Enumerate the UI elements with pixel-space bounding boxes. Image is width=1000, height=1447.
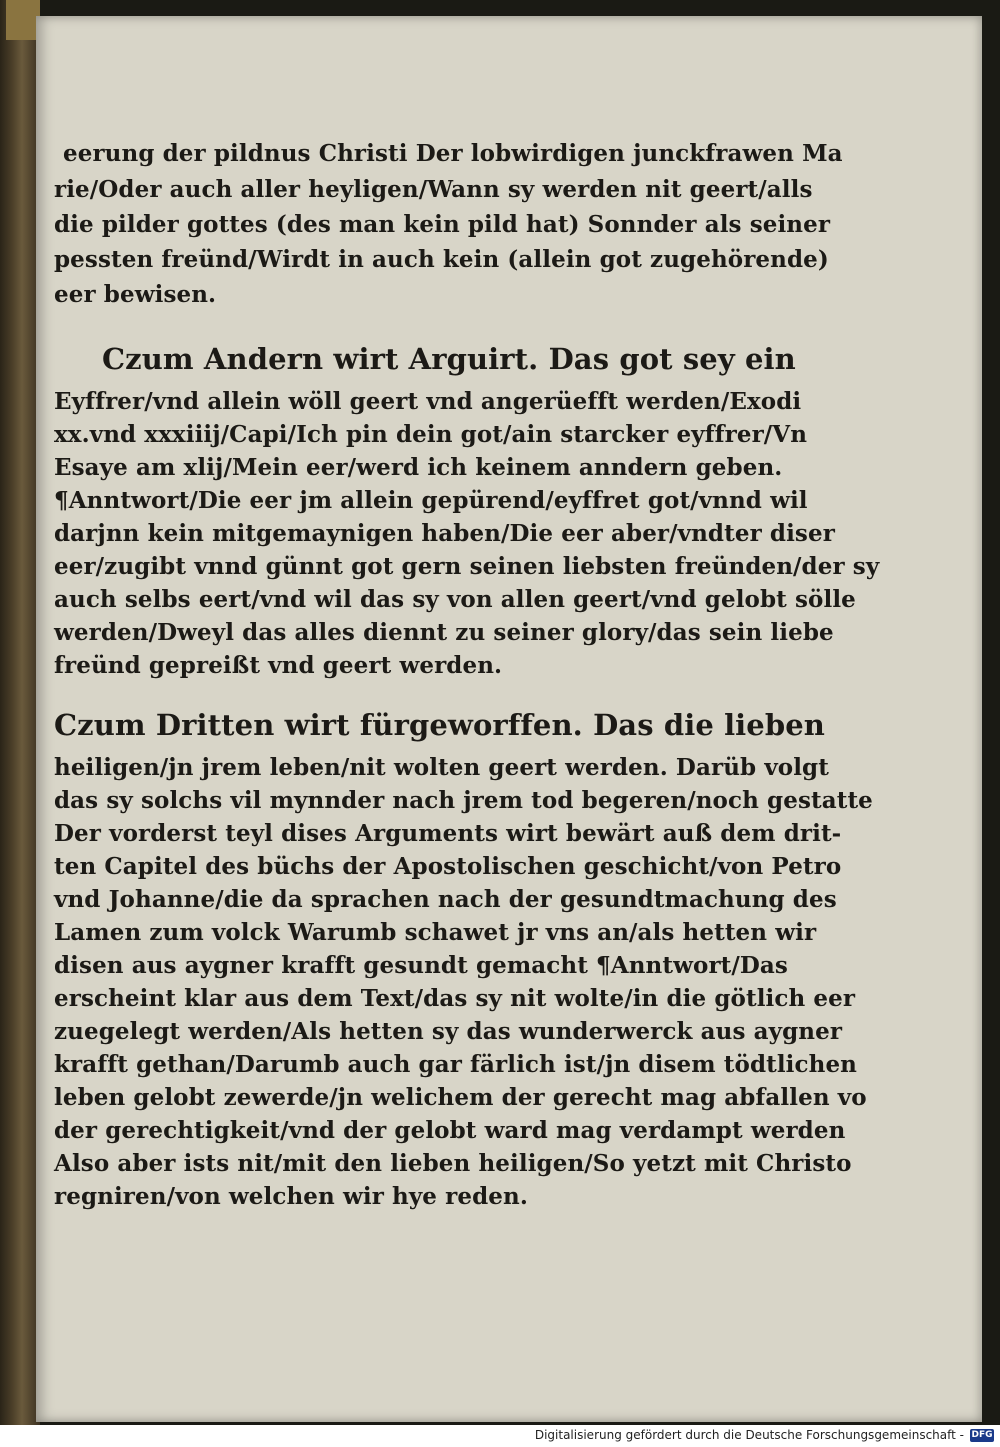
section-heading: Czum Andern wirt Arguirt. Das got sey ein [102, 342, 796, 376]
text-line: erscheint klar aus dem Text/das sy nit wolte/in die götlich eer [54, 985, 856, 1012]
text-line: der gerechtigkeit/vnd der gelobt ward mag verdampt werden [54, 1117, 846, 1144]
text-line: eer bewisen. [54, 281, 217, 308]
book-spine [0, 0, 40, 1425]
text-line: Lamen zum volck Warumb schawet jr vns an/als hetten wir [54, 919, 817, 946]
binding-corner [6, 0, 40, 40]
funding-credit: Digitalisierung gefördert durch die Deutsche Forschungsgemeinschaft - [534, 1428, 964, 1442]
text-line: auch selbs eert/vnd wil das sy von allen geert/vnd gelobt sölle [54, 586, 856, 613]
text-line: darjnn kein mitgemaynigen haben/Die eer aber/vndter diser [54, 520, 835, 547]
text-line: eerung der pildnus Christi Der lobwirdigen junckfrawen Ma [63, 140, 843, 167]
text-line: Esaye am xlij/Mein eer/werd ich keinem anndern geben. [54, 454, 783, 481]
text-line: pessten freünd/Wirdt in auch kein (allein got zugehörende) [54, 246, 829, 273]
text-line: freünd gepreißt vnd geert werden. [54, 652, 503, 679]
text-line: krafft gethan/Darumb auch gar färlich ist/jn disem tödtlichen [54, 1051, 858, 1078]
text-line: das sy solchs vil mynnder nach jrem tod begeren/noch gestatte [54, 787, 873, 814]
text-line: heiligen/jn jrem leben/nit wolten geert werden. Darüb volgt [54, 754, 829, 781]
text-line: Der vorderst teyl dises Arguments wirt bewärt auß dem drit- [54, 820, 842, 847]
digitization-footer [0, 1425, 1000, 1447]
text-line: die pilder gottes (des man kein pild hat) Sonnder als seiner [54, 211, 831, 238]
text-line: vnd Johanne/die da sprachen nach der gesundtmachung des [54, 886, 837, 913]
text-line: Eyffrer/vnd allein wöll geert vnd angerüefft werden/Exodi [54, 388, 802, 415]
section-heading: Czum Dritten wirt fürgeworffen. Das die lieben [54, 708, 825, 742]
text-line: ¶Anntwort/Die eer jm allein gepürend/eyffret got/vnnd wil [54, 487, 808, 514]
text-line: ten Capitel des büchs der Apostolischen geschicht/von Petro [54, 853, 842, 880]
text-line: regniren/von welchen wir hye reden. [54, 1183, 528, 1210]
text-line: disen aus aygner krafft gesundt gemacht ¶Anntwort/Das [54, 952, 788, 979]
text-line: Also aber ists nit/mit den lieben heiligen/So yetzt mit Christo [54, 1150, 852, 1177]
text-line: zuegelegt werden/Als hetten sy das wunderwerck aus aygner [54, 1018, 843, 1045]
text-line: xx.vnd xxxiiij/Capi/Ich pin dein got/ain starcker eyffrer/Vn [54, 421, 808, 448]
text-line: eer/zugibt vnnd günnt got gern seinen liebsten freünden/der sy [54, 553, 880, 580]
dfg-logo-icon: DFG [971, 1430, 993, 1440]
text-line: werden/Dweyl das alles diennt zu seiner glory/das sein liebe [54, 619, 834, 646]
text-line: rie/Oder auch aller heyligen/Wann sy werden nit geert/alls [54, 176, 813, 203]
text-line: leben gelobt zewerde/jn welichem der gerecht mag abfallen vo [54, 1084, 867, 1111]
document-page [36, 16, 982, 1422]
